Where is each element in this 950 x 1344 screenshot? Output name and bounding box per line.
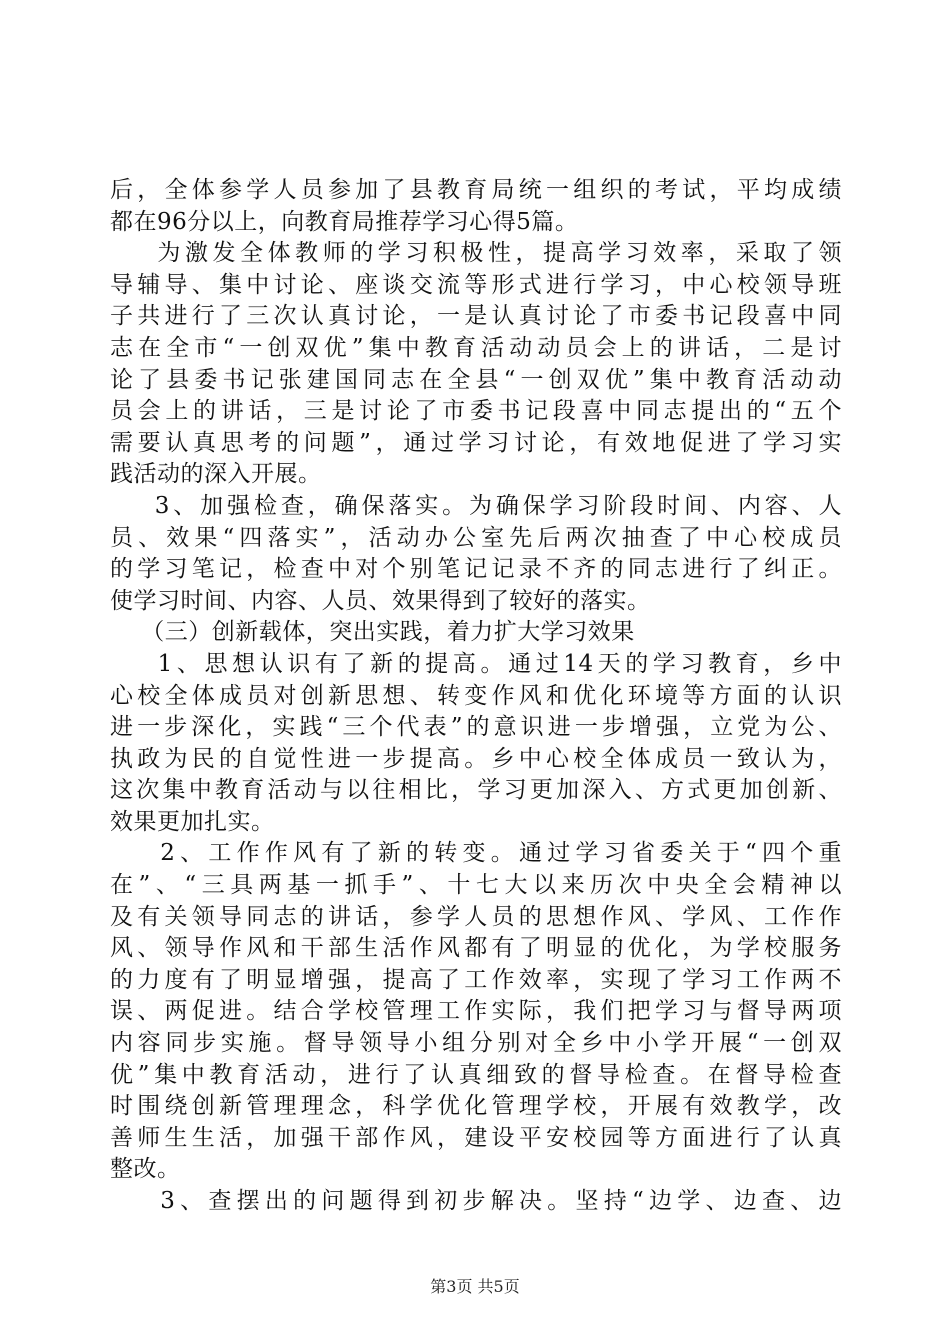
text-line: 进一步深化，实践“三个代表”的意识进一步增强，立党为公、: [110, 714, 842, 741]
text-line: 心校全体成员对创新思想、转变作风和优化环境等方面的认识: [110, 682, 842, 709]
text-line: 后，全体参学人员参加了县教育局统一组织的考试，平均成绩: [110, 177, 842, 203]
text-line: 及有关领导同志的讲话，参学人员的思想作风、学风、工作作: [110, 903, 842, 930]
text-line: 时围绕创新管理理念，科学优化管理学校，开展有效教学，改: [110, 1093, 842, 1120]
text-line: 为激发全体教师的学习积极性，提高学习效率，采取了领: [110, 240, 842, 267]
text-line: 善师生生活，加强干部作风，建设平安校园等方面进行了认真: [110, 1124, 842, 1151]
text-line: 内容同步实施。督导领导小组分别对全乡中小学开展“一创双: [110, 1030, 842, 1057]
text-line: 3、加强检查，确保落实。为确保学习阶段时间、内容、人: [110, 492, 842, 519]
text-line: 执政为民的自觉性进一步提高。乡中心校全体成员一致认为，: [110, 745, 842, 772]
text-line: 志在全市“一创双优”集中教育活动动员会上的讲话，二是讨: [110, 334, 842, 361]
text-line: 优”集中教育活动，进行了认真细致的督导检查。在督导检查: [110, 1061, 842, 1088]
text-line: 导辅导、集中讨论、座谈交流等形式进行学习，中心校领导班: [110, 271, 842, 298]
text-line: 员、效果“四落实”，活动办公室先后两次抽查了中心校成员: [110, 524, 842, 551]
text-line: 子共进行了三次认真讨论，一是认真讨论了市委书记段喜中同: [110, 303, 842, 330]
text-line: 整改。: [110, 1156, 181, 1183]
page-footer: 第3页 共5页: [430, 1277, 520, 1296]
text-line: 在”、“三具两基一抓手”、十七大以来历次中央全会精神以: [110, 872, 842, 899]
text-line: 论了县委书记张建国同志在全县“一创双优”集中教育活动动: [110, 366, 842, 393]
text-line: 使学习时间、内容、人员、效果得到了较好的落实。: [110, 587, 651, 614]
text-line: 1、思想认识有了新的提高。通过14天的学习教育，乡中: [110, 650, 842, 677]
text-line: 3、查摆出的问题得到初步解决。坚持“边学、边查、边: [110, 1188, 842, 1214]
text-line: 这次集中教育活动与以往相比，学习更加深入、方式更加创新、: [110, 777, 842, 804]
body-text: [110, 175, 842, 1218]
text-line: 误、两促进。结合学校管理工作实际，我们把学习与督导两项: [110, 998, 842, 1025]
text-line: 员会上的讲话，三是讨论了市委书记段喜中同志提出的“五个: [110, 398, 842, 425]
text-line: 需要认真思考的问题”，通过学习讨论，有效地促进了学习实: [110, 429, 842, 456]
text-line: 的学习笔记，检查中对个别笔记记录不齐的同志进行了纠正。: [110, 556, 842, 583]
text-line: 效果更加扎实。: [110, 808, 275, 835]
text-line: （三）创新载体，突出实践，着力扩大学习效果: [110, 619, 635, 646]
text-line: 2、工作作风有了新的转变。通过学习省委关于“四个重: [110, 840, 842, 867]
text-line: 的力度有了明显增强，提高了工作效率，实现了学习工作两不: [110, 966, 842, 993]
text-line: 都在96分以上，向教育局推荐学习心得5篇。: [110, 208, 579, 235]
text-line: 风、领导作风和干部生活作风都有了明显的优化，为学校服务: [110, 935, 842, 962]
text-line: 践活动的深入开展。: [110, 461, 322, 488]
